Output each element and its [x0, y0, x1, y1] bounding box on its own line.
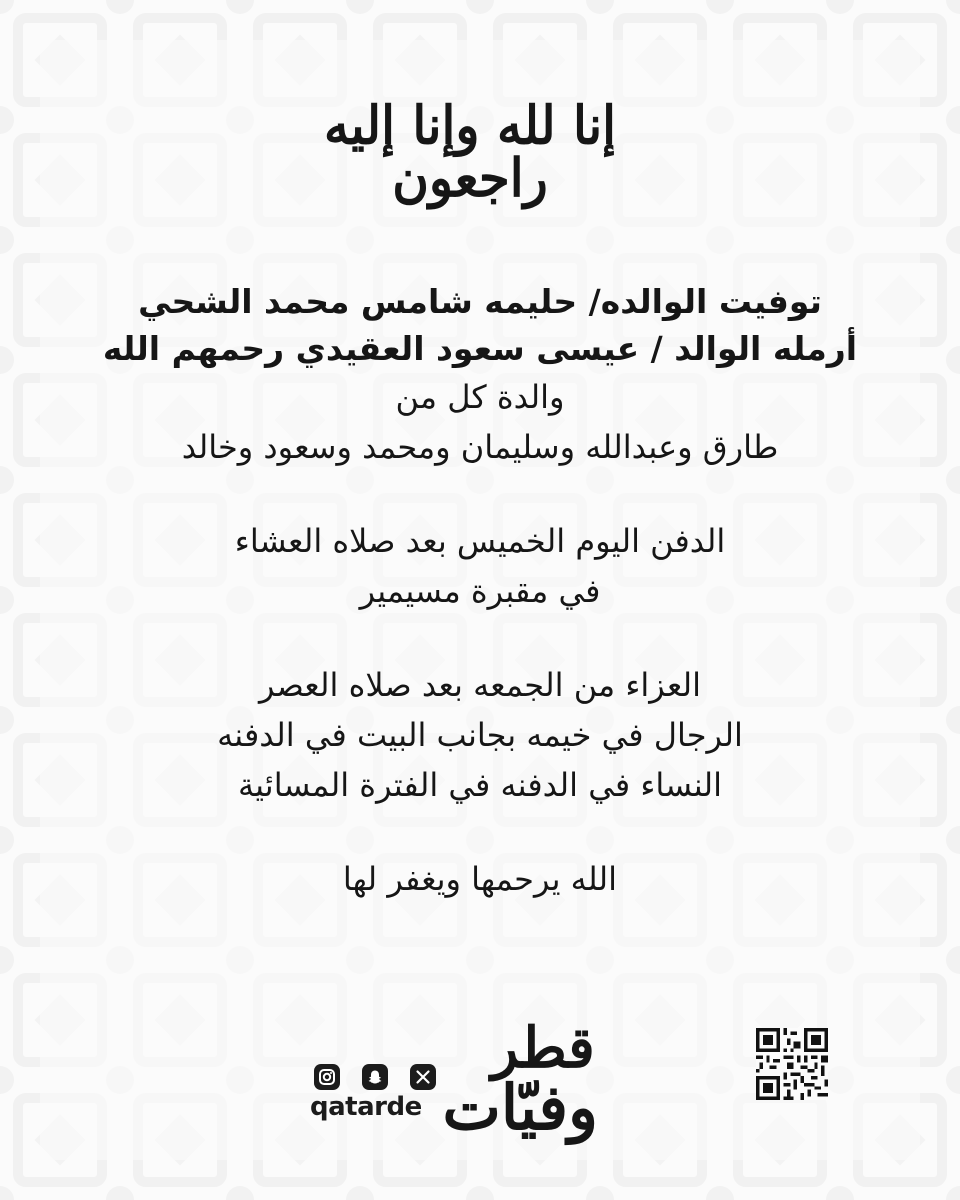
- closing-prayer: الله يرحمها ويغفر لها: [342, 860, 618, 898]
- brand-logo-bottom: وفيّات: [442, 1071, 598, 1144]
- calligraphy-header: [280, 92, 660, 209]
- social-links: [310, 1064, 440, 1134]
- brand-logo-top: قطر: [491, 1015, 595, 1081]
- notice-line-mother-of: والدة كل من: [395, 378, 565, 416]
- x-icon[interactable]: [410, 1064, 436, 1090]
- burial-place: في مقبرة مسيمير: [359, 572, 601, 610]
- condolence-time: العزاء من الجمعه بعد صلاه العصر: [258, 666, 702, 704]
- burial-time: الدفن اليوم الخميس بعد صلاه العشاء: [234, 522, 726, 560]
- condolence-women: النساء في الدفنه في الفترة المسائية: [237, 766, 723, 804]
- condolence-men: الرجال في خيمه بجانب البيت في الدفنه: [217, 716, 743, 754]
- instagram-icon[interactable]: [314, 1064, 340, 1090]
- calligraphy-text: إنا لله وإنا إليه راجعون: [323, 94, 617, 209]
- social-handle[interactable]: qatarde: [310, 1092, 422, 1122]
- snapchat-icon[interactable]: [362, 1064, 388, 1090]
- notice-line-deceased: توفيت الوالده/ حليمه شامس محمد الشحي: [138, 282, 822, 321]
- notice-line-children: طارق وعبدالله وسليمان ومحمد وسعود وخالد: [181, 428, 779, 466]
- obituary-notice: [80, 278, 880, 904]
- qr-code[interactable]: [756, 1028, 828, 1100]
- notice-line-widow-of: أرمله الوالد / عيسى سعود العقيدي رحمهم الله: [102, 329, 858, 368]
- brand-logo: [442, 1014, 628, 1144]
